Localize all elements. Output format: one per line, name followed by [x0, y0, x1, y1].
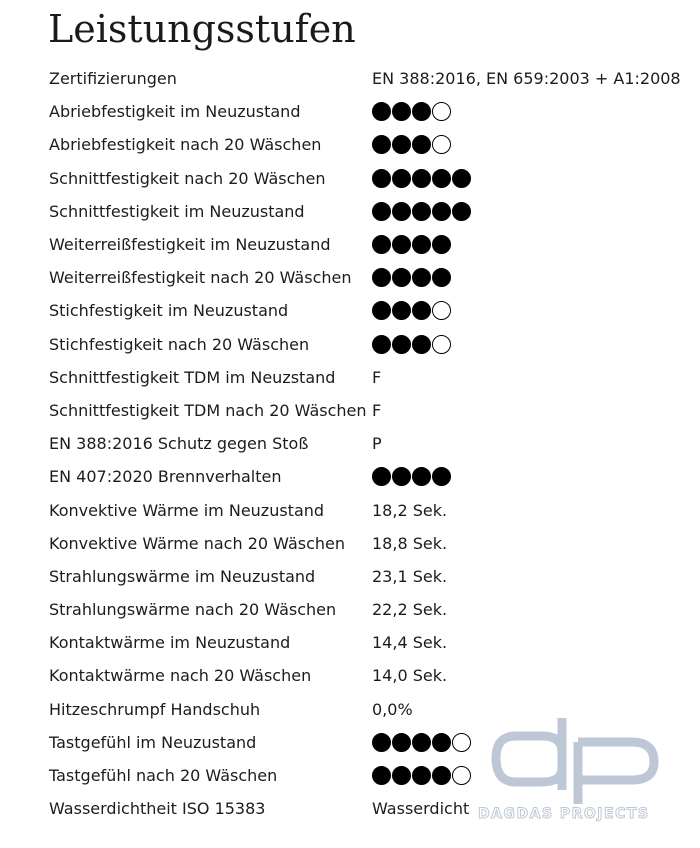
filled-circle-icon [372, 733, 391, 752]
spec-row [49, 626, 689, 659]
filled-circle-icon [392, 335, 411, 354]
rating-dots [372, 268, 451, 287]
spec-row [49, 328, 689, 361]
filled-circle-icon [372, 766, 391, 785]
rating-dots-group [372, 202, 471, 221]
filled-circle-icon [452, 169, 471, 188]
rating-dots [372, 301, 451, 320]
empty-circle-icon [432, 335, 451, 354]
spec-label: Stichfestigkeit nach 20 Wäschen [49, 334, 310, 354]
filled-circle-icon [412, 235, 431, 254]
empty-circle-icon [432, 102, 451, 121]
spec-label: Schnittfestigkeit im Neuzustand [49, 201, 305, 221]
rating-dots [372, 235, 451, 254]
filled-circle-icon [392, 268, 411, 287]
spec-row [49, 593, 689, 626]
spec-row [49, 261, 689, 294]
spec-label: Hitzeschrumpf Handschuh [49, 699, 261, 719]
filled-circle-icon [372, 102, 391, 121]
spec-row [49, 62, 689, 95]
rating-dots [372, 102, 451, 121]
rating-dots-group [372, 301, 451, 320]
page-title: Leistungsstufen [48, 7, 356, 51]
rating-dots-group [372, 766, 471, 785]
spec-row [49, 659, 689, 692]
rating-dots-group [372, 335, 451, 354]
spec-value: F [372, 400, 382, 420]
spec-row [49, 95, 689, 128]
filled-circle-icon [392, 169, 411, 188]
spec-label: Tastgefühl im Neuzustand [49, 732, 257, 752]
filled-circle-icon [372, 202, 391, 221]
rating-dots-group [372, 467, 451, 486]
filled-circle-icon [412, 135, 431, 154]
spec-row [49, 560, 689, 593]
empty-circle-icon [452, 766, 471, 785]
empty-circle-icon [432, 301, 451, 320]
rating-dots [372, 335, 451, 354]
spec-row [49, 427, 689, 460]
filled-circle-icon [392, 135, 411, 154]
spec-label: Konvektive Wärme nach 20 Wäschen [49, 533, 346, 553]
spec-label: Zertifizierungen [49, 69, 177, 89]
spec-label: Kontaktwärme nach 20 Wäschen [49, 666, 312, 686]
spec-label: Wasserdichtheit ISO 15383 [49, 799, 266, 819]
filled-circle-icon [372, 169, 391, 188]
filled-circle-icon [432, 733, 451, 752]
spec-value: 0,0% [372, 699, 413, 719]
spec-label: Schnittfestigkeit nach 20 Wäschen [49, 168, 326, 188]
spec-row [49, 128, 689, 161]
spec-value: 23,1 Sek. [372, 566, 448, 586]
spec-label: Stichfestigkeit im Neuzustand [49, 301, 289, 321]
filled-circle-icon [432, 467, 451, 486]
filled-circle-icon [392, 202, 411, 221]
spec-row [49, 394, 689, 427]
spec-label: Weiterreißfestigkeit im Neuzustand [49, 235, 331, 255]
watermark-text: DAGDAS PROJECTS [478, 806, 650, 822]
filled-circle-icon [372, 235, 391, 254]
spec-label: Kontaktwärme im Neuzustand [49, 633, 291, 653]
rating-dots-group [372, 169, 471, 188]
spec-label: Schnittfestigkeit TDM im Neuzstand [49, 367, 336, 387]
rating-dots [372, 766, 471, 785]
filled-circle-icon [412, 733, 431, 752]
rating-dots [372, 202, 471, 221]
spec-row [49, 460, 689, 493]
spec-label: EN 388:2016 Schutz gegen Stoß [49, 434, 309, 454]
filled-circle-icon [392, 733, 411, 752]
filled-circle-icon [412, 467, 431, 486]
spec-row [49, 726, 689, 759]
spec-value: 18,8 Sek. [372, 533, 448, 553]
filled-circle-icon [432, 169, 451, 188]
rating-dots-group [372, 135, 451, 154]
spec-label: Strahlungswärme im Neuzustand [49, 566, 316, 586]
filled-circle-icon [432, 235, 451, 254]
spec-table [49, 62, 689, 825]
filled-circle-icon [412, 766, 431, 785]
spec-label: Strahlungswärme nach 20 Wäschen [49, 600, 337, 620]
filled-circle-icon [432, 268, 451, 287]
spec-label: Tastgefühl nach 20 Wäschen [49, 766, 278, 786]
spec-row [49, 162, 689, 195]
spec-value: 14,0 Sek. [372, 666, 448, 686]
spec-row [49, 493, 689, 526]
filled-circle-icon [392, 102, 411, 121]
spec-row [49, 792, 689, 825]
spec-value: P [372, 434, 382, 454]
empty-circle-icon [432, 135, 451, 154]
spec-label: Schnittfestigkeit TDM nach 20 Wäschen [49, 400, 367, 420]
rating-dots-group [372, 102, 451, 121]
rating-dots [372, 169, 471, 188]
spec-value: Wasserdicht [372, 799, 470, 819]
spec-row [49, 294, 689, 327]
filled-circle-icon [372, 467, 391, 486]
filled-circle-icon [372, 135, 391, 154]
filled-circle-icon [432, 766, 451, 785]
empty-circle-icon [452, 733, 471, 752]
filled-circle-icon [392, 467, 411, 486]
spec-label: EN 407:2020 Brennverhalten [49, 467, 282, 487]
spec-value: EN 388:2016, EN 659:2003 + A1:2008 [372, 69, 681, 89]
spec-value: 18,2 Sek. [372, 500, 448, 520]
filled-circle-icon [372, 301, 391, 320]
spec-label: Abriebfestigkeit im Neuzustand [49, 102, 301, 122]
spec-label: Weiterreißfestigkeit nach 20 Wäschen [49, 268, 352, 288]
rating-dots [372, 135, 451, 154]
filled-circle-icon [372, 335, 391, 354]
filled-circle-icon [392, 301, 411, 320]
filled-circle-icon [412, 335, 431, 354]
spec-row [49, 228, 689, 261]
filled-circle-icon [412, 268, 431, 287]
filled-circle-icon [412, 169, 431, 188]
filled-circle-icon [432, 202, 451, 221]
filled-circle-icon [412, 202, 431, 221]
filled-circle-icon [392, 235, 411, 254]
rating-dots [372, 733, 471, 752]
spec-label: Abriebfestigkeit nach 20 Wäschen [49, 135, 322, 155]
spec-row [49, 759, 689, 792]
filled-circle-icon [412, 301, 431, 320]
rating-dots-group [372, 268, 451, 287]
filled-circle-icon [452, 202, 471, 221]
spec-value: 22,2 Sek. [372, 600, 448, 620]
filled-circle-icon [412, 102, 431, 121]
rating-dots-group [372, 733, 471, 752]
filled-circle-icon [372, 268, 391, 287]
spec-row [49, 693, 689, 726]
spec-row [49, 527, 689, 560]
rating-dots-group [372, 235, 451, 254]
rating-dots [372, 467, 451, 486]
spec-row [49, 195, 689, 228]
spec-label: Konvektive Wärme im Neuzustand [49, 500, 325, 520]
spec-value: 14,4 Sek. [372, 633, 448, 653]
spec-row [49, 361, 689, 394]
spec-value: F [372, 367, 382, 387]
filled-circle-icon [392, 766, 411, 785]
